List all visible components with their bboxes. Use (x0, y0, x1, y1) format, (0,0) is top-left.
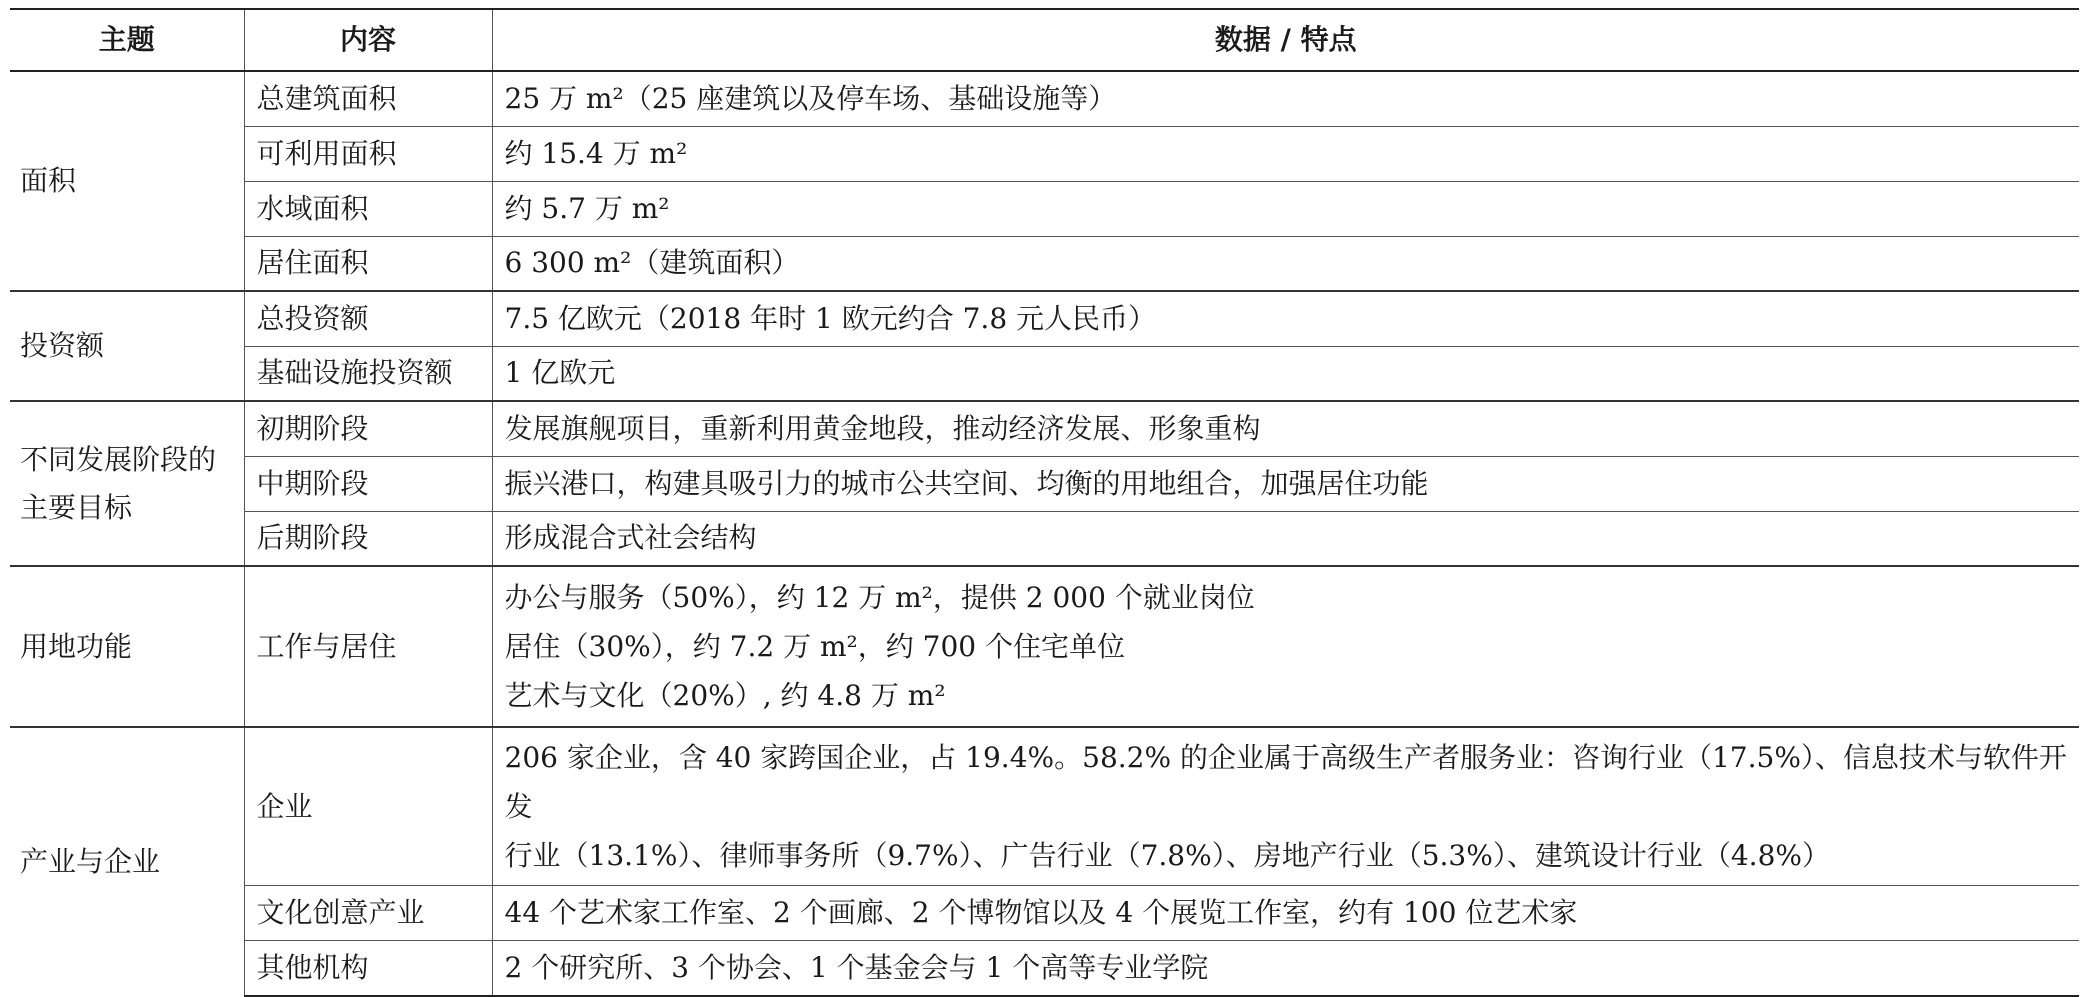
item-cell: 总投资额 (244, 291, 492, 346)
topic-cell-industry: 产业与企业 (10, 727, 244, 996)
item-cell: 居住面积 (244, 236, 492, 291)
table-row (10, 401, 2079, 456)
topic-cell-area: 面积 (10, 71, 244, 291)
item-cell: 后期阶段 (244, 511, 492, 566)
topic-line: 主要目标 (20, 490, 133, 524)
data-line: 艺术与文化（20%）, 约 4.8 万 m² (504, 679, 946, 712)
item-cell: 基础设施投资额 (244, 346, 492, 401)
data-line: 办公与服务（50%），约 12 万 m²，提供 2 000 个就业岗位 (504, 581, 1255, 614)
table-row (10, 886, 2079, 941)
item-cell: 工作与居住 (244, 566, 492, 727)
data-cell: 25 万 m²（25 座建筑以及停车场、基础设施等） (492, 71, 2079, 126)
table-row (10, 291, 2079, 346)
table-row (10, 346, 2079, 401)
item-cell: 企业 (244, 727, 492, 886)
table-header-row (10, 9, 2079, 71)
table-row (10, 566, 2079, 727)
header-content: 内容 (244, 9, 492, 71)
data-cell (492, 566, 2079, 727)
header-data: 数据 / 特点 (492, 9, 2079, 71)
item-cell: 可利用面积 (244, 126, 492, 181)
table-row (10, 941, 2079, 996)
data-line: 行业（13.1%）、律师事务所（9.7%）、广告行业（7.8%）、房地产行业（5.3%）、建筑设计行业（4.8%） (504, 839, 1830, 872)
table-row (10, 727, 2079, 886)
data-cell: 振兴港口，构建具吸引力的城市公共空间、均衡的用地组合，加强居住功能 (492, 456, 2079, 511)
item-cell: 中期阶段 (244, 456, 492, 511)
data-cell: 7.5 亿欧元（2018 年时 1 欧元约合 7.8 元人民币） (492, 291, 2079, 346)
topic-line: 不同发展阶段的 (20, 442, 217, 476)
data-cell: 44 个艺术家工作室、2 个画廊、2 个博物馆以及 4 个展览工作室，约有 100 位艺术家 (492, 886, 2079, 941)
header-topic: 主题 (10, 9, 244, 71)
data-cell: 约 5.7 万 m² (492, 181, 2079, 236)
topic-cell-investment: 投资额 (10, 291, 244, 401)
table-row (10, 71, 2079, 126)
data-cell: 6 300 m²（建筑面积） (492, 236, 2079, 291)
item-cell: 文化创意产业 (244, 886, 492, 941)
topic-cell-goals (10, 401, 244, 566)
data-line: 206 家企业，含 40 家跨国企业，占 19.4%。58.2% 的企业属于高级生产者服务业：咨询行业（17.5%）、信息技术与软件开发 (504, 741, 2067, 823)
item-cell: 总建筑面积 (244, 71, 492, 126)
item-cell: 初期阶段 (244, 401, 492, 456)
table-row (10, 126, 2079, 181)
data-cell: 1 亿欧元 (492, 346, 2079, 401)
table-row (10, 456, 2079, 511)
data-cell (492, 727, 2079, 886)
data-table-container (10, 8, 2079, 997)
table-row (10, 511, 2079, 566)
data-line: 居住（30%），约 7.2 万 m²，约 700 个住宅单位 (504, 630, 1125, 663)
data-cell: 2 个研究所、3 个协会、1 个基金会与 1 个高等专业学院 (492, 941, 2079, 996)
data-cell: 发展旗舰项目，重新利用黄金地段，推动经济发展、形象重构 (492, 401, 2079, 456)
item-cell: 水域面积 (244, 181, 492, 236)
topic-cell-land-use: 用地功能 (10, 566, 244, 727)
data-cell: 形成混合式社会结构 (492, 511, 2079, 566)
table-row (10, 236, 2079, 291)
data-cell: 约 15.4 万 m² (492, 126, 2079, 181)
table-row (10, 181, 2079, 236)
data-table (10, 8, 2079, 997)
item-cell: 其他机构 (244, 941, 492, 996)
